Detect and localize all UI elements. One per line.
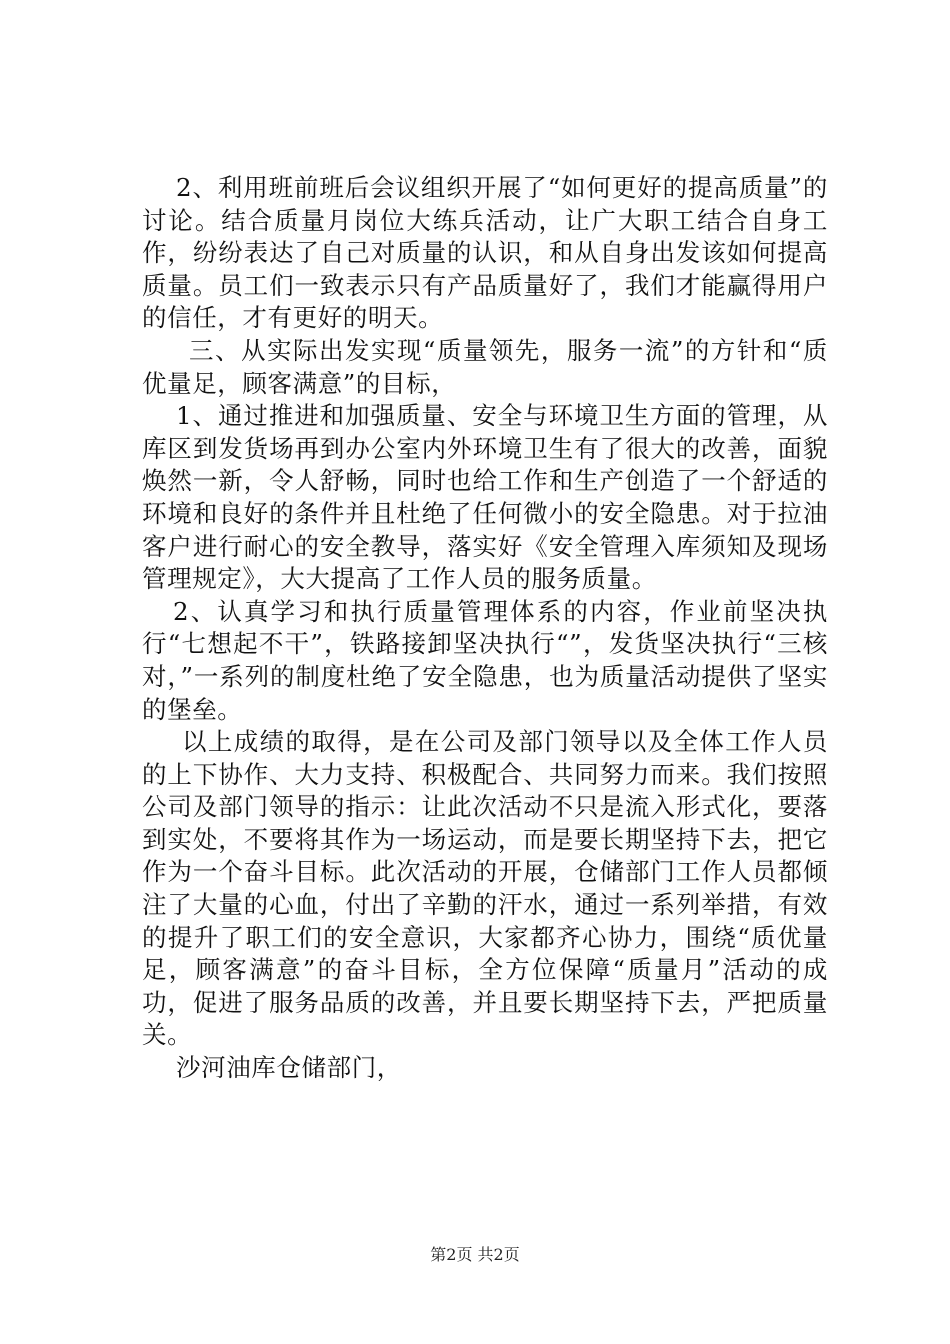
page-number-footer: 第2页 共2页 — [430, 1245, 520, 1264]
paragraph-signature: 沙河油库仓储部门， — [176, 1053, 402, 1083]
paragraph-environment-management: 1、通过推进和加强质量、安全与环境卫生方面的管理，从库区到发货场再到办公室内外环境卫生有了很大的改善，面貌焕然一新，令人舒畅，同时也给工作和生产创造了一个舒适的环境和良好的条件并且杜绝了任何微小的安全隐患。对于拉油客户进行耐心的安全教导，落实好《安全管理入库须知及现场管理规定》，大大提高了工作人员的服务质量。 — [142, 401, 828, 594]
paragraph-quality-system: 2、认真学习和执行质量管理体系的内容，作业前坚决执行“七想起不干”，铁路接卸坚决执行“”，发货坚决执行“三核对，”一系列的制度杜绝了安全隐患，也为质量活动提供了坚实的堡垒。 — [142, 596, 828, 724]
paragraph-section-three-heading: 三、从实际出发实现“质量领先，服务一流”的方针和“质优量足，顾客满意”的目标， — [142, 335, 828, 398]
document-body — [142, 172, 828, 1085]
paragraph-discussion: 2、利用班前班后会议组织开展了“如何更好的提高质量”的讨论。结合质量月岗位大练兵活动，让广大职工结合自身工作，纷纷表达了自己对质量的认识，和从自身出发该如何提高质量。员工们一致表示只有产品质量好了，我们才能赢得用户的信任，才有更好的明天。 — [142, 173, 828, 333]
paragraph-achievements: 以上成绩的取得，是在公司及部门领导以及全体工作人员的上下协作、大力支持、积极配合、共同努力而来。我们按照公司及部门领导的指示：让此次活动不只是流入形式化，要落到实处，不要将其作为一场运动，而是要长期坚持下去，把它作为一个奋斗目标。此次活动的开展，仓储部门工作人员都倾注了大量的心血，付出了辛勤的汗水，通过一系列举措，有效的提升了职工们的安全意识，大家都齐心协力，围绕“质优量足，顾客满意”的奋斗目标，全方位保障“质量月”活动的成功，促进了服务品质的改善，并且要长期坚持下去，严把质量关。 — [142, 727, 828, 1050]
